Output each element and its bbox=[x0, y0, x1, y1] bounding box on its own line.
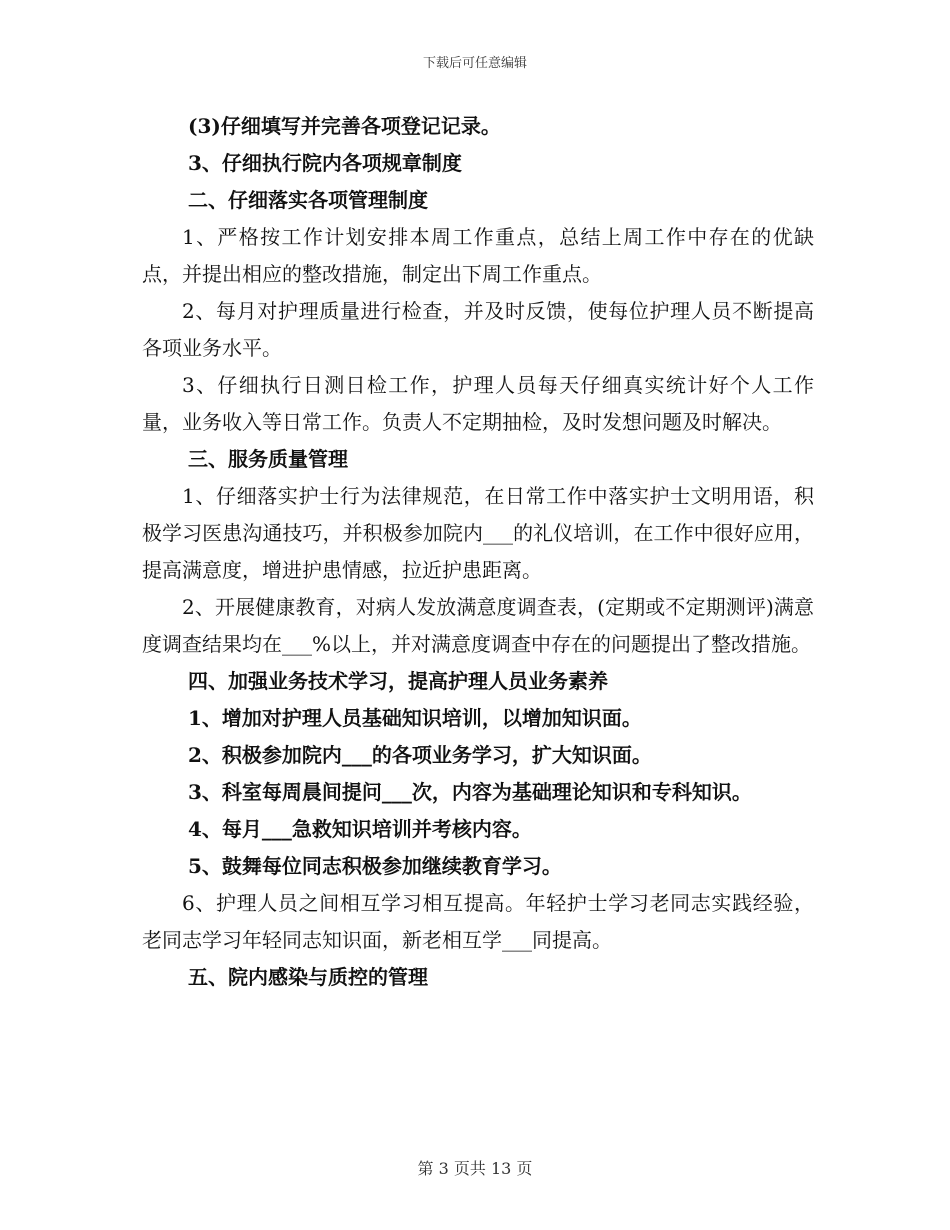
section-heading-2: 二、仔细落实各项管理制度 bbox=[188, 188, 428, 212]
section-heading-5: 五、院内感染与质控的管理 bbox=[188, 965, 428, 989]
paragraph-15: 5、鼓舞每位同志积极参加继续教育学习。 bbox=[188, 854, 562, 878]
paragraph-13: 3、科室每周晨间提问___次，内容为基础理论知识和专科知识。 bbox=[188, 780, 752, 804]
paragraph-14: 4、每月___急救知识培训并考核内容。 bbox=[188, 817, 532, 841]
paragraph-12: 2、积极参加院内___的各项业务学习，扩大知识面。 bbox=[188, 743, 652, 767]
paragraph-8: 1、仔细落实护士行为法律规范，在日常工作中落实护士文明用语，积极学习医患沟通技巧，并积极参加院内___的礼仪培训，在工作中很好应用，提高满意度，增进护患情感，拉近护患距离。 bbox=[142, 484, 814, 582]
paragraph-16: 6、护理人员之间相互学习相互提高。年轻护士学习老同志实践经验，老同志学习年轻同志知识面，新老相互学___同提高。 bbox=[142, 891, 814, 952]
paragraph-11: 1、增加对护理人员基础知识培训，以增加知识面。 bbox=[188, 706, 642, 730]
paragraph-6: 3、仔细执行日测日检工作，护理人员每天仔细真实统计好个人工作量，业务收入等日常工作。负责人不定期抽检，及时发想问题及时解决。 bbox=[142, 373, 814, 434]
section-heading-4: 四、加强业务技术学习，提高护理人员业务素养 bbox=[188, 669, 608, 693]
paragraph-4: 1、严格按工作计划安排本周工作重点，总结上周工作中存在的优缺点，并提出相应的整改措施，制定出下周工作重点。 bbox=[142, 225, 814, 286]
section-heading-3: 三、服务质量管理 bbox=[188, 447, 348, 471]
page-footer: 第 3 页共 13 页 bbox=[417, 1159, 533, 1178]
document-body bbox=[142, 108, 814, 996]
page-header: 下载后可任意编辑 bbox=[422, 56, 527, 71]
paragraph-5: 2、每月对护理质量进行检查，并及时反馈，使每位护理人员不断提高各项业务水平。 bbox=[142, 299, 814, 360]
paragraph-9: 2、开展健康教育，对病人发放满意度调查表，(定期或不定期测评)满意度调查结果均在___%以上，并对满意度调查中存在的问题提出了整改措施。 bbox=[142, 595, 814, 656]
paragraph-2: 3、仔细执行院内各项规章制度 bbox=[188, 151, 462, 175]
paragraph-1: (3)仔细填写并完善各项登记记录。 bbox=[188, 114, 501, 138]
